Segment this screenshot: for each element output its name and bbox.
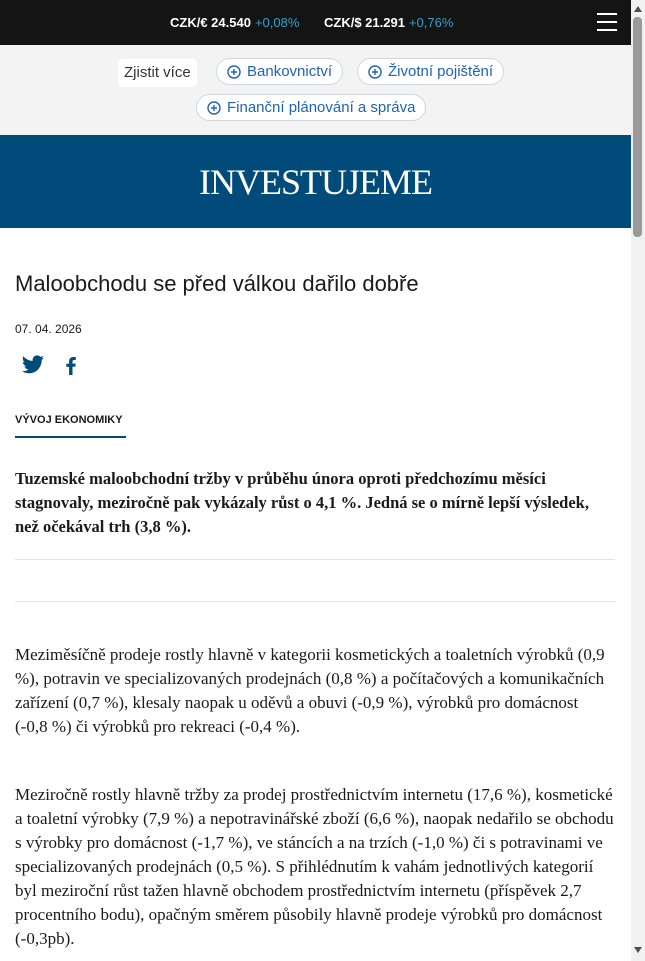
ticker-eur-change: +0,08%	[254, 15, 300, 30]
brand-logo[interactable]: INVESTUJEME	[199, 162, 432, 202]
scroll-up-arrow-icon[interactable]	[634, 6, 642, 12]
article-date: 07. 04. 2026	[15, 322, 82, 336]
quick-link-zivotni-pojisteni[interactable]	[357, 58, 504, 85]
ticker-eur	[170, 15, 299, 30]
ticker-usd-rate: CZK/$ 21.291	[324, 15, 405, 30]
quick-link-financni-planovani[interactable]	[196, 94, 426, 121]
quick-links-bar	[0, 45, 631, 135]
ticker-eur-rate: CZK/€ 24.540	[170, 15, 251, 30]
brand-banner	[0, 135, 631, 228]
category-tag[interactable]: VÝVOJ EKONOMIKY	[15, 414, 123, 426]
quick-link-label: Životní pojištění	[388, 63, 494, 80]
plus-circle-icon	[227, 65, 241, 79]
facebook-icon[interactable]	[59, 353, 83, 377]
ticker-usd-change: +0,76%	[408, 15, 454, 30]
article-paragraph: Meziměsíčně prodeje rostly hlavně v kategorii kosmetických a toaletních výrobků (0,9 %), potravin ve specializovaných prodejnách (0,8 %) a počítačových a komunikačních zařízení (0,7 %), klesaly naopak u oděvů a obuvi (-0,9 %), výrobků pro domácnost (-0,8 %) či výrobků pro rekreaci (-0,4 %).	[15, 645, 605, 736]
plus-circle-icon	[368, 65, 382, 79]
plus-circle-icon	[207, 101, 221, 115]
quick-links-label: Zjistit více	[118, 59, 197, 87]
scrollbar-thumb[interactable]	[633, 17, 642, 237]
ticker-usd	[324, 15, 453, 30]
category-underline	[15, 436, 126, 438]
quick-link-label: Finanční plánování a správa	[227, 99, 416, 116]
article-title: Maloobchodu se před válkou dařilo dobře	[15, 271, 419, 296]
twitter-icon[interactable]	[21, 353, 45, 377]
quick-link-bankovnictvi[interactable]	[216, 58, 343, 85]
page-scrollbar[interactable]	[631, 0, 645, 961]
hamburger-icon[interactable]	[597, 13, 617, 31]
divider	[15, 559, 615, 560]
currency-ticker-bar	[0, 0, 631, 45]
article-perex: Tuzemské maloobchodní tržby v průběhu února oproti předchozímu měsíci stagnovaly, meziročně pak vykázaly růst o 4,1 %. Jedná se o mírně lepší výsledek, než očekával trh (3,8 %).	[15, 469, 589, 536]
divider	[15, 601, 615, 602]
scroll-down-arrow-icon[interactable]	[634, 947, 642, 953]
article-paragraph: Meziročně rostly hlavně tržby za prodej prostřednictvím internetu (17,6 %), kosmetické a toaletní výrobky (7,9 %) a nepotravinářské zboží (6,6 %), naopak nedařilo se obchodu s výrobky pro domácnost (-1,7 %), ve stáncích a na trzích (-1,0 %) či s potravinami ve specializovaných prodejnách (0,5 %). S přihlédnutím k vahám jednotlivých kategorií byl meziroční růst tažen hlavně obchodem prostřednictvím internetu (příspěvek 2,7 procentního bodu), opačným směrem působily hlavně prodeje výrobků pro domácnost (-0,3pb).	[15, 785, 614, 948]
quick-link-label: Bankovnictví	[247, 63, 333, 80]
